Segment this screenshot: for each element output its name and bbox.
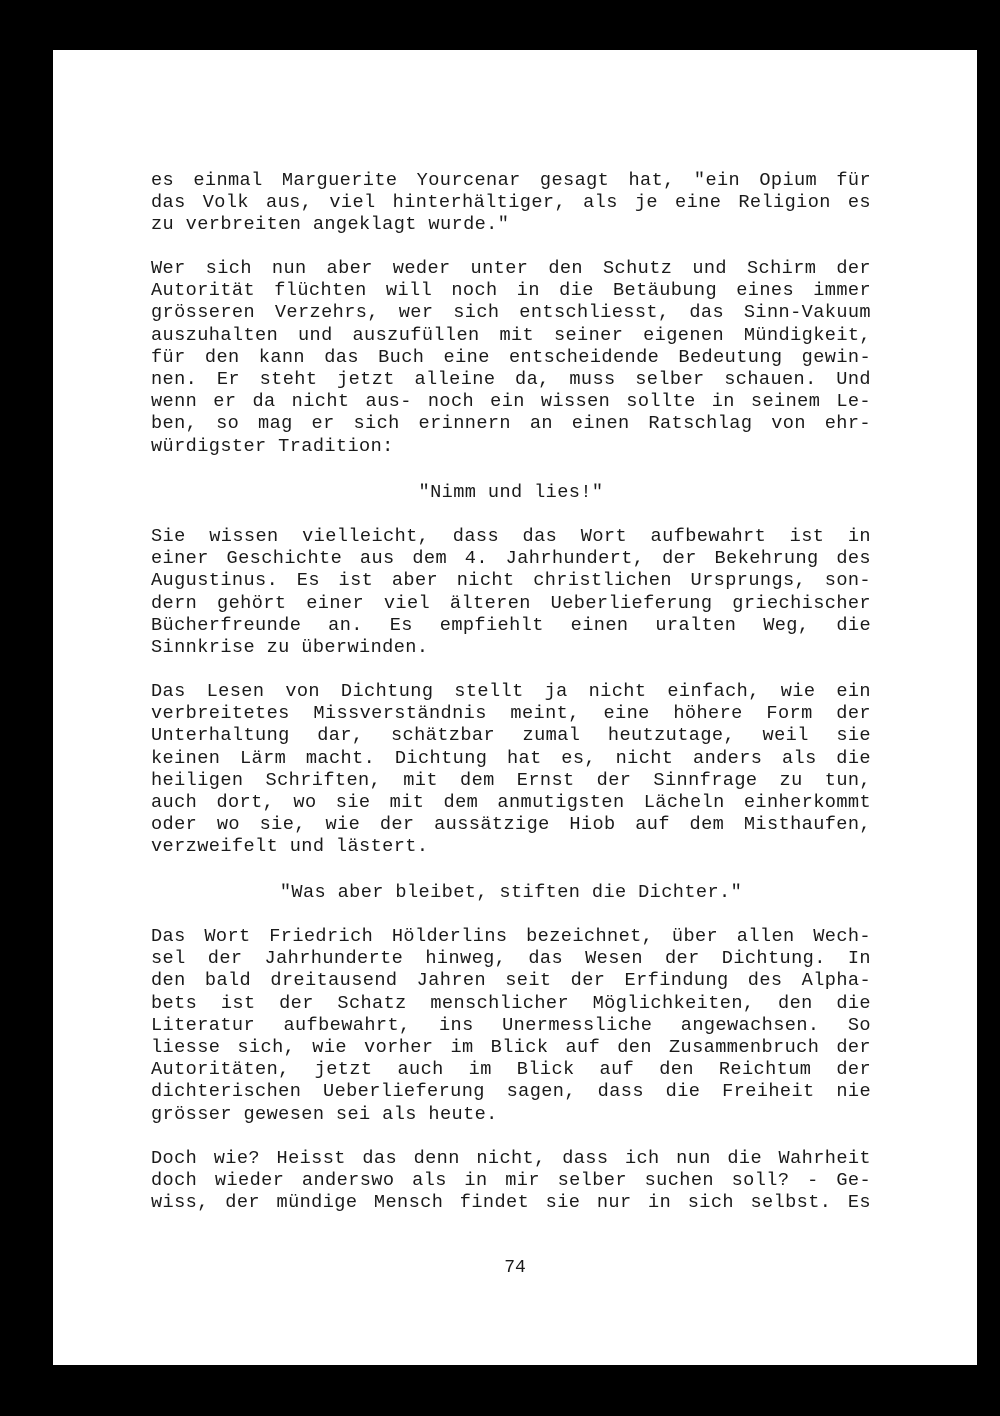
text-line: dern gehört einer viel älteren Ueberlieferung griechischer (151, 592, 871, 614)
text-line: Das Wort Friedrich Hölderlins bezeichnet, über allen Wech- (151, 926, 871, 947)
text-line: Augustinus. Es ist aber nicht christlichen Ursprungs, son- (151, 570, 871, 592)
text-line: sel der Jahrhunderte hinweg, das Wesen der Dichtung. In (151, 948, 871, 970)
text-line: das Volk aus, viel hinterhältiger, als je eine Religion es (151, 192, 871, 214)
text-line: Unterhaltung dar, schätzbar zumal heutzutage, weil sie (151, 725, 871, 747)
quote-nimm-und-lies: "Nimm und lies!" (418, 482, 604, 503)
text-line: doch wieder anderswo als in mir selber suchen soll? - Ge- (151, 1170, 871, 1192)
text-line: Das Lesen von Dichtung stellt ja nicht einfach, wie ein (151, 681, 871, 702)
quote-hoelderlin: "Was aber bleibet, stiften die Dichter." (279, 882, 743, 903)
text-line: zu verbreiten angeklagt wurde." (151, 214, 510, 236)
text-line: Autorität flüchten will noch in die Betäubung eines immer (151, 280, 871, 302)
text-line: grösseren Verzehrs, wer sich entschliesst, das Sinn-Vakuum (151, 302, 871, 324)
paragraph-2 (151, 258, 871, 458)
text-line: für den kann das Buch eine entscheidende Bedeutung gewin- (151, 346, 871, 368)
text-line: verzweifelt und lästert. (151, 836, 429, 858)
paragraph-5 (151, 926, 871, 1126)
page-number: 74 (504, 1258, 526, 1278)
text-line: keinen Lärm macht. Dichtung hat es, nicht anders als die (151, 747, 871, 769)
text-line: Sie wissen vielleicht, dass das Wort aufbewahrt ist in (151, 526, 871, 547)
text-line: grösser gewesen sei als heute. (151, 1103, 498, 1125)
text-line: liesse sich, wie vorher im Blick auf den Zusammenbruch der (151, 1036, 871, 1058)
text-line: heiligen Schriften, mit dem Ernst der Sinnfrage zu tun, (151, 769, 871, 791)
text-line: Doch wie? Heisst das denn nicht, dass ich nun die Wahrheit (151, 1148, 871, 1169)
paragraph-3 (151, 526, 871, 659)
text-line: es einmal Marguerite Yourcenar gesagt hat, "ein Opium für (151, 170, 871, 191)
text-line: auszuhalten und auszufüllen mit seiner eigenen Mündigkeit, (151, 324, 871, 346)
text-line: einer Geschichte aus dem 4. Jahrhundert, der Bekehrung des (151, 548, 871, 570)
paragraph-6 (151, 1148, 871, 1215)
text-line: Sinnkrise zu überwinden. (151, 636, 429, 658)
text-line: bets ist der Schatz menschlicher Möglichkeiten, den die (151, 992, 871, 1014)
paragraph-4 (151, 681, 871, 859)
text-line: Wer sich nun aber weder unter den Schutz und Schirm der (151, 258, 871, 279)
text-line: Literatur aufbewahrt, ins Unermessliche angewachsen. So (151, 1014, 871, 1036)
text-line: würdigster Tradition: (151, 435, 394, 457)
text-line: wenn er da nicht aus- noch ein wissen sollte in seinem Le- (151, 391, 871, 413)
text-line: nen. Er steht jetzt alleine da, muss selber schauen. Und (151, 368, 871, 390)
paragraph-1 (151, 170, 871, 237)
text-line: dichterischen Ueberlieferung sagen, dass die Freiheit nie (151, 1081, 871, 1103)
text-line: verbreitetes Missverständnis meint, eine höhere Form der (151, 703, 871, 725)
text-line: wiss, der mündige Mensch findet sie nur in sich selbst. Es (151, 1192, 871, 1214)
text-line: auch dort, wo sie mit dem anmutigsten Lächeln einherkommt (151, 791, 871, 813)
text-line: Bücherfreunde an. Es empfiehlt einen uralten Weg, die (151, 614, 871, 636)
text-line: ben, so mag er sich erinnern an einen Ratschlag von ehr- (151, 413, 871, 435)
text-line: Autoritäten, jetzt auch im Blick auf den Reichtum der (151, 1059, 871, 1081)
text-line: den bald dreitausend Jahren seit der Erfindung des Alpha- (151, 970, 871, 992)
document-page (53, 50, 977, 1365)
text-line: oder wo sie, wie der aussätzige Hiob auf dem Misthaufen, (151, 814, 871, 836)
